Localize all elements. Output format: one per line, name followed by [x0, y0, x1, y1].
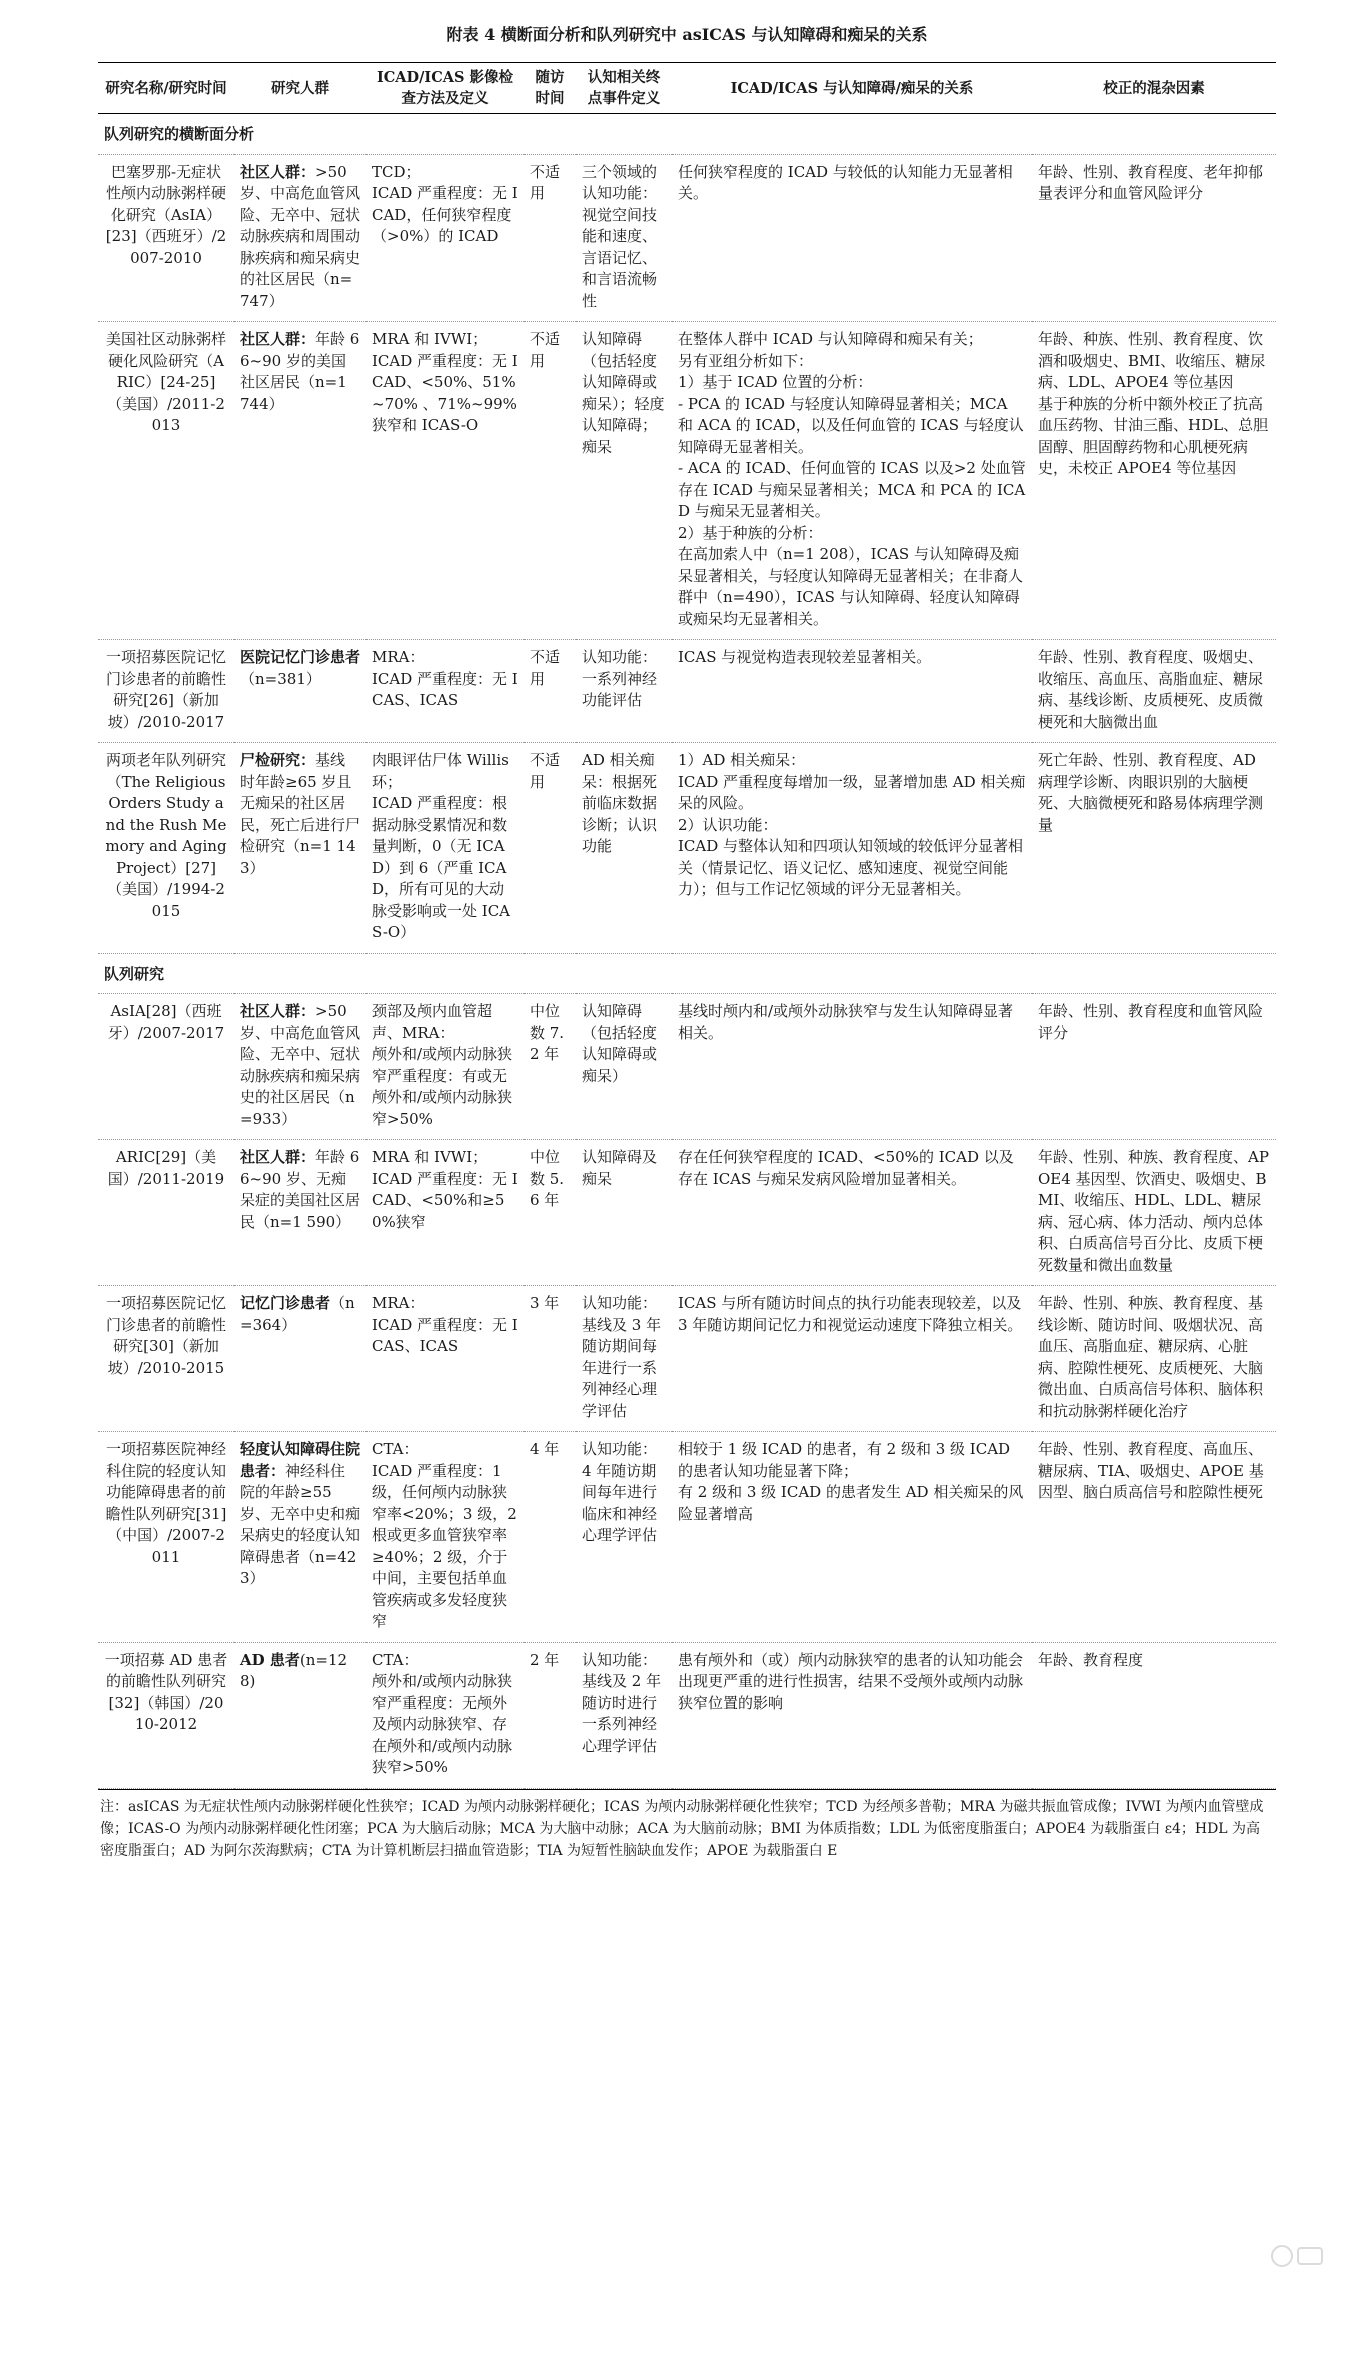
- relation-line: 基线时颅内和/或颅外动脉狭窄与发生认知障碍显著相关。: [678, 1002, 1014, 1042]
- population-cell: [234, 994, 366, 1140]
- header-study: 研究名称/研究时间: [105, 79, 227, 97]
- population-text: >50 岁、中高危血管风险、无卒中、冠状动脉疾病和周围动脉疾病和痴呆病史的社区居民（n=747）: [240, 162, 361, 310]
- population-label: 社区人群：: [240, 1148, 316, 1166]
- relation-cell: [672, 994, 1032, 1140]
- results-table: [98, 62, 1276, 1789]
- imaging-cell: [366, 1140, 524, 1286]
- factors-cell: [1032, 1140, 1276, 1286]
- header-population: 研究人群: [271, 79, 329, 97]
- relation-line: 有 2 级和 3 级 ICAD 的患者发生 AD 相关痴呆的风险显著增高: [678, 1483, 1024, 1523]
- relation-cell: [672, 154, 1032, 322]
- factors-cell: [1032, 640, 1276, 743]
- population-text: 年龄 66~90 岁、无痴呆症的美国社区居民（n=1 590）: [240, 1148, 361, 1231]
- relation-cell: [672, 640, 1032, 743]
- population-cell: [234, 1286, 366, 1432]
- factors-line: 基于种族的分析中额外校正了抗高血压药物、甘油三酯、HDL、总胆固醇、胆固醇药物和心肌梗死病史，未校正 APOE4 等位基因: [1038, 394, 1269, 477]
- relation-line: 在高加索人中（n=1 208），ICAS 与认知障碍及痴呆显著相关，与轻度认知障碍无显著相关；在非裔人群中（n=490），ICAS 与认知障碍、轻度认知障碍或痴呆均无显著相关。: [678, 545, 1024, 628]
- document-page: [98, 20, 1276, 1862]
- population-label: AD 患者: [240, 1650, 300, 1669]
- population-text: >50 岁、中高危血管风险、无卒中、冠状动脉疾病和痴呆病史的社区居民（n=933）: [240, 1002, 361, 1128]
- imaging-line: MRA 和 IVWI；: [372, 1148, 488, 1166]
- imaging-cell: [366, 154, 524, 322]
- study-name-cell: 一项招募医院记忆门诊患者的前瞻性研究[26]（新加坡）/2010-2017: [98, 640, 234, 743]
- endpoint-cell: 认知障碍及痴呆: [576, 1140, 672, 1286]
- followup-cell: 不适用: [524, 322, 576, 640]
- study-name-cell: AsIA[28]（西班牙）/2007-2017: [98, 994, 234, 1140]
- study-name-cell: 巴塞罗那-无症状性颅内动脉粥样硬化研究（AsIA）[23]（西班牙）/2007-2010: [98, 154, 234, 322]
- endpoint-cell: 认知功能：4 年随访期间每年进行临床和神经心理学评估: [576, 1432, 672, 1643]
- imaging-cell: [366, 640, 524, 743]
- factors-line: 年龄、性别、教育程度和血管风险评分: [1038, 1002, 1264, 1042]
- endpoint-cell: 三个领域的认知功能：视觉空间技能和速度、言语记忆、和言语流畅性: [576, 154, 672, 322]
- imaging-line: TCD；: [372, 162, 421, 181]
- population-cell: [234, 1432, 366, 1643]
- relation-cell: [672, 743, 1032, 954]
- relation-line: 在整体人群中 ICAD 与认知障碍和痴呆有关；: [678, 330, 983, 348]
- imaging-cell: [366, 1432, 524, 1643]
- population-text: 神经科住院的年龄≥55 岁、无卒中史和痴呆病史的轻度认知障碍患者（n=423）: [240, 1461, 361, 1587]
- table-row: [98, 743, 1276, 954]
- factors-line: 年龄、性别、种族、教育程度、基线诊断、随访时间、吸烟状况、高血压、高脂血症、糖尿病、心脏病、腔隙性梗死、皮质梗死、大脑微出血、白质高信号体积、脑体积和抗动脉粥样硬化治疗: [1038, 1294, 1264, 1420]
- table-header-row: [98, 63, 1276, 114]
- header-factors: 校正的混杂因素: [1103, 79, 1205, 97]
- population-label: 尸检研究：: [240, 751, 316, 769]
- population-label: 社区人群：: [240, 330, 316, 348]
- header-imaging: ICAD/ICAS 影像检查方法及定义: [376, 69, 514, 107]
- endpoint-cell: 认知障碍（包括轻度认知障碍或痴呆）；轻度认知障碍；痴呆: [576, 322, 672, 640]
- imaging-cell: [366, 1286, 524, 1432]
- relation-line: 2）基于种族的分析：: [678, 523, 823, 542]
- relation-line: 另有亚组分析如下：: [678, 351, 814, 370]
- table-title: 附表 4 横断面分析和队列研究中 asICAS 与认知障碍和痴呆的关系: [446, 25, 928, 44]
- endpoint-cell: 认知功能：基线及 3 年随访期间每年进行一系列神经心理学评估: [576, 1286, 672, 1432]
- imaging-cell: [366, 743, 524, 954]
- factors-line: 年龄、教育程度: [1038, 1650, 1144, 1669]
- imaging-line: ICAD 严重程度：无 ICAD，任何狭窄程度（>0%）的 ICAD: [372, 184, 518, 245]
- relation-line: ICAD 与整体认知和四项认知领域的较低评分显著相关（情景记忆、语义记忆、感知速度、视觉空间能力）；但与工作记忆领域的评分无显著相关。: [678, 837, 1024, 898]
- followup-cell: 中位数 5.6 年: [524, 1140, 576, 1286]
- population-text: (n=128): [240, 1650, 348, 1690]
- relation-line: ICAD 严重程度每增加一级，显著增加患 AD 相关痴呆的风险。: [678, 772, 1026, 812]
- relation-line: 任何狭窄程度的 ICAD 与较低的认知能力无显著相关。: [678, 162, 1013, 202]
- factors-line: 年龄、性别、教育程度、高血压、糖尿病、TIA、吸烟史、APOE 基因型、脑白质高信号和腔隙性梗死: [1038, 1440, 1264, 1501]
- imaging-line: MRA 和 IVWI；: [372, 330, 488, 348]
- factors-line: 年龄、性别、教育程度、吸烟史、收缩压、高血压、高脂血症、糖尿病、基线诊断、皮质梗死、皮质微梗死和大脑微出血: [1038, 648, 1264, 731]
- relation-line: 1）基于 ICAD 位置的分析：: [678, 373, 873, 391]
- relation-line: ICAS 与视觉构造表现较差显著相关。: [678, 648, 932, 666]
- relation-line: ICAS 与所有随访时间点的执行功能表现较差，以及 3 年随访期间记忆力和视觉运动速度下降独立相关。: [678, 1294, 1023, 1334]
- relation-line: 1）AD 相关痴呆：: [678, 751, 806, 769]
- factors-cell: [1032, 1642, 1276, 1788]
- factors-cell: [1032, 1286, 1276, 1432]
- factors-line: 死亡年龄、性别、教育程度、AD 病理学诊断、肉眼识别的大脑梗死、大脑微梗死和路易体病理学测量: [1038, 751, 1264, 834]
- study-name-cell: 一项招募医院神经科住院的轻度认知功能障碍患者的前瞻性队列研究[31]（中国）/2007-2011: [98, 1432, 234, 1643]
- relation-cell: [672, 322, 1032, 640]
- imaging-cell: [366, 994, 524, 1140]
- population-cell: [234, 1642, 366, 1788]
- population-label: 社区人群：: [240, 1002, 316, 1020]
- followup-cell: 4 年: [524, 1432, 576, 1643]
- section-row: [98, 114, 1276, 155]
- endpoint-cell: 认知障碍（包括轻度认知障碍或痴呆）: [576, 994, 672, 1140]
- imaging-cell: [366, 322, 524, 640]
- table-row: [98, 1286, 1276, 1432]
- followup-cell: 不适用: [524, 154, 576, 322]
- relation-cell: [672, 1432, 1032, 1643]
- section-title: 队列研究的横断面分析: [98, 114, 1276, 155]
- table-row: [98, 1432, 1276, 1643]
- imaging-line: 颅外和/或颅内动脉狭窄严重程度：有或无颅外和/或颅内动脉狭窄>50%: [372, 1045, 513, 1128]
- table-row: [98, 994, 1276, 1140]
- section-title: 队列研究: [98, 953, 1276, 994]
- factors-line: 年龄、性别、种族、教育程度、APOE4 基因型、饮酒史、吸烟史、BMI、收缩压、HDL、LDL、糖尿病、冠心病、体力活动、颅内总体积、白质高信号百分比、皮质下梗死数量和微出血数量: [1038, 1148, 1269, 1274]
- imaging-line: MRA：: [372, 648, 425, 666]
- table-row: [98, 640, 1276, 743]
- population-cell: [234, 154, 366, 322]
- population-cell: [234, 640, 366, 743]
- section-row: [98, 953, 1276, 994]
- study-name-cell: 两项老年队列研究（The Religious Orders Study and the Rush Memory and Aging Project）[27]（美国）/1994-2015: [98, 743, 234, 954]
- relation-line: 2）认识功能：: [678, 815, 778, 834]
- population-label: 轻度认知障碍住院患者：: [240, 1440, 361, 1480]
- followup-cell: 不适用: [524, 743, 576, 954]
- followup-cell: 2 年: [524, 1642, 576, 1788]
- population-cell: [234, 743, 366, 954]
- population-label: 社区人群：: [240, 162, 316, 181]
- table-row: [98, 1140, 1276, 1286]
- factors-cell: [1032, 1432, 1276, 1643]
- population-cell: [234, 322, 366, 640]
- imaging-line: 颈部及颅内血管超声、MRA：: [372, 1002, 493, 1042]
- imaging-line: ICAD 严重程度：无 ICAD、<50%、51%~70% 、71%~99% 狭窄和 ICAS-O: [372, 351, 518, 434]
- population-text: 基线时年龄≥65 岁且无痴呆的社区居民，死亡后进行尸检研究（n=1 143）: [240, 751, 361, 877]
- factors-cell: [1032, 154, 1276, 322]
- imaging-line: ICAD 严重程度：无 ICAD、<50%和≥50%狭窄: [372, 1169, 518, 1231]
- relation-line: 存在任何狭窄程度的 ICAD、<50%的 ICAD 以及存在 ICAS 与痴呆发病风险增加显著相关。: [678, 1148, 1014, 1188]
- population-text: （n=364）: [240, 1294, 355, 1334]
- relation-line: - PCA 的 ICAD 与轻度认知障碍显著相关；MCA 和 ACA 的 ICAD，以及任何血管的 ICAS 与轻度认知障碍无显著相关。: [678, 394, 1024, 456]
- header-followup: 随访时间: [535, 69, 565, 107]
- followup-cell: 不适用: [524, 640, 576, 743]
- relation-cell: [672, 1642, 1032, 1788]
- followup-cell: 中位数 7.2 年: [524, 994, 576, 1140]
- table-row: [98, 322, 1276, 640]
- relation-line: 患有颅外和（或）颅内动脉狭窄的患者的认知功能会出现更严重的进行性损害，结果不受颅外或颅内动脉狭窄位置的影响: [678, 1650, 1024, 1712]
- factors-line: 年龄、种族、性别、教育程度、饮酒和吸烟史、BMI、收缩压、糖尿病、LDL、APOE4 等位基因: [1038, 330, 1266, 391]
- study-name-cell: 美国社区动脉粥样硬化风险研究（ARIC）[24-25]（美国）/2011-2013: [98, 322, 234, 640]
- factors-line: 年龄、性别、教育程度、老年抑郁量表评分和血管风险评分: [1038, 162, 1264, 202]
- table-row: [98, 154, 1276, 322]
- population-text: 年龄 66~90 岁的美国社区居民（n=1 744）: [240, 330, 360, 413]
- imaging-line: CTA：: [372, 1650, 419, 1669]
- header-endpoint: 认知相关终点事件定义: [587, 69, 661, 107]
- endpoint-cell: 认知功能：一系列神经功能评估: [576, 640, 672, 743]
- relation-cell: [672, 1286, 1032, 1432]
- header-relation: ICAD/ICAS 与认知障碍/痴呆的关系: [730, 79, 974, 97]
- imaging-line: ICAD 严重程度：无 ICAS、ICAS: [372, 669, 518, 709]
- table-body: [98, 114, 1276, 1789]
- population-cell: [234, 1140, 366, 1286]
- relation-line: - ACA 的 ICAD、任何血管的 ICAS 以及>2 处血管存在 ICAD 与痴呆显著相关；MCA 和 PCA 的 ICAD 与痴呆无显著相关。: [678, 459, 1026, 520]
- factors-cell: [1032, 743, 1276, 954]
- population-text: （n=381）: [240, 669, 321, 688]
- study-name-cell: 一项招募 AD 患者的前瞻性队列研究[32]（韩国）/2010-2012: [98, 1642, 234, 1788]
- population-label: 医院记忆门诊患者: [240, 648, 361, 666]
- imaging-cell: [366, 1642, 524, 1788]
- imaging-line: ICAD 严重程度：1 级，任何颅内动脉狭窄率<20%；3 级，2 根或更多血管狭窄率≥40%；2 级，介于中间，主要包括单血管疾病或多发轻度狭窄: [372, 1461, 517, 1630]
- watermark-logo-icon: [1268, 2236, 1328, 2276]
- table-notes: 注：asICAS 为无症状性颅内动脉粥样硬化性狭窄；ICAD 为颅内动脉粥样硬化；ICAS 为颅内动脉粥样硬化性狭窄；TCD 为经颅多普勒；MRA 为磁共振血管成像；IVWI 为颅内血管壁成像；ICAS-O 为颅内动脉粥样硬化性闭塞；PCA 为大脑后动脉；MCA 为大脑中动脉；ACA 为大脑前动脉；BMI 为体质指数；LDL 为低密度脂蛋白；APOE4 为载脂蛋白 ε4；HDL 为高密度脂蛋白；AD 为阿尔茨海默病；CTA 为计算机断层扫描血管造影；TIA 为短暂性脑缺血发作；APOE 为载脂蛋白 E: [98, 1789, 1276, 1862]
- followup-cell: 3 年: [524, 1286, 576, 1432]
- relation-line: 相较于 1 级 ICAD 的患者，有 2 级和 3 级 ICAD 的患者认知功能显著下降；: [678, 1440, 1011, 1480]
- relation-cell: [672, 1140, 1032, 1286]
- imaging-line: ICAD 严重程度：根据动脉受累情况和数量判断，0（无 ICAD）到 6（严重 ICAD，所有可见的大动脉受影响或一处 ICAS-O）: [372, 794, 511, 941]
- table-row: [98, 1642, 1276, 1788]
- imaging-line: 肉眼评估尸体 Willis 环；: [372, 751, 509, 791]
- imaging-line: MRA：: [372, 1294, 425, 1312]
- study-name-cell: 一项招募医院记忆门诊患者的前瞻性研究[30]（新加坡）/2010-2015: [98, 1286, 234, 1432]
- factors-cell: [1032, 322, 1276, 640]
- imaging-line: 颅外和/或颅内动脉狭窄严重程度：无颅外及颅内动脉狭窄、存在颅外和/或颅内动脉狭窄>50%: [372, 1672, 513, 1776]
- endpoint-cell: AD 相关痴呆：根据死前临床数据诊断；认识功能: [576, 743, 672, 954]
- study-name-cell: ARIC[29]（美国）/2011-2019: [98, 1140, 234, 1286]
- imaging-line: ICAD 严重程度：无 ICAS、ICAS: [372, 1315, 518, 1355]
- imaging-line: CTA：: [372, 1440, 419, 1458]
- factors-cell: [1032, 994, 1276, 1140]
- endpoint-cell: 认知功能：基线及 2 年随访时进行一系列神经心理学评估: [576, 1642, 672, 1788]
- population-label: 记忆门诊患者: [240, 1294, 331, 1312]
